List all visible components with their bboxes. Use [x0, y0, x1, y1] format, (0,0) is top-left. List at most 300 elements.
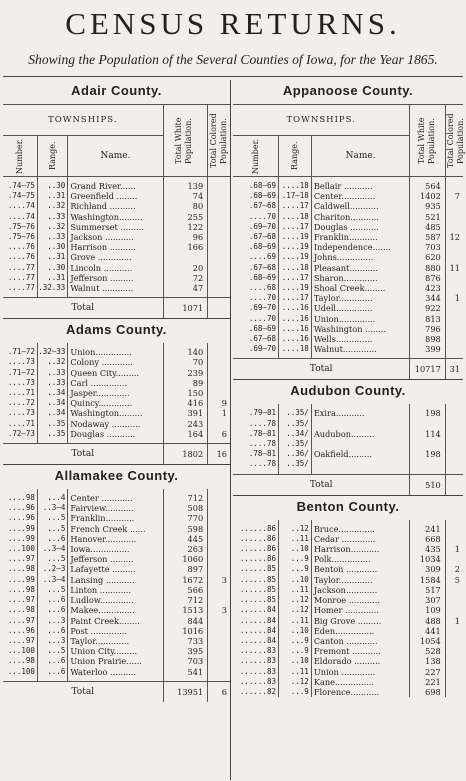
township-name: Washington......... [68, 212, 163, 222]
county-title: Appanoose County. [282, 83, 414, 98]
township-range: ...9 [278, 636, 311, 646]
white-population: 150 [163, 388, 208, 398]
white-population: 922 [410, 303, 445, 313]
white-population: 796 [410, 324, 445, 334]
township-name: Makee.............. [68, 605, 163, 615]
township-name: Benton ............ [311, 564, 410, 574]
township-range: ...5 [37, 554, 67, 564]
colored-population [445, 201, 463, 211]
white-population: 1054 [410, 636, 445, 646]
colored-population: 1 [445, 293, 463, 303]
white-population: 521 [410, 212, 445, 222]
white-population: 140 [163, 347, 208, 357]
white-population: 399 [410, 344, 445, 354]
township-range: ..30 [37, 263, 67, 273]
county-title: Adams County. [66, 322, 167, 338]
township-name: Taylor............. [311, 293, 410, 303]
township-range: ....18 [278, 263, 311, 273]
township-range: ..33 [37, 378, 67, 388]
township-row [233, 534, 463, 544]
colored-population: 1 [208, 408, 230, 418]
township-number: ...100 [7, 666, 35, 676]
township-row [233, 616, 463, 626]
colored-population [208, 378, 230, 388]
total-row [233, 474, 463, 495]
white-population: 227 [410, 667, 445, 677]
township-range: ...6 [37, 534, 67, 544]
township-row [233, 524, 463, 534]
township-number: ....74 [7, 211, 35, 221]
township-row [233, 334, 463, 344]
white-population: 587 [410, 232, 445, 242]
township-name: Lafayette ......... [68, 564, 163, 574]
township-row [3, 493, 230, 503]
audubon-county-section [233, 380, 463, 495]
township-range: ..35/ [278, 459, 311, 469]
township-name: Harrison........... [311, 544, 410, 554]
white-population-label: Total White Population. [416, 117, 436, 164]
township-range: ..12 [278, 524, 311, 534]
white-population: 47 [163, 283, 208, 293]
township-range: ....18 [278, 181, 311, 191]
township-number: .74–75 [7, 191, 35, 201]
township-range: ...6 [37, 595, 67, 605]
white-population: 96 [163, 232, 208, 242]
township-row [233, 314, 463, 324]
county-title: Adair County. [71, 83, 162, 98]
township-name: Fremont ........... [311, 646, 410, 656]
colored-population [208, 626, 230, 636]
white-population: 935 [410, 201, 445, 211]
township-number: ......84 [239, 625, 276, 635]
township-range: ..30 [37, 181, 67, 191]
township-number: .68–69 [248, 191, 276, 201]
page-title: CENSUS RETURNS. [65, 6, 401, 41]
township-range: ..3–4 [37, 575, 67, 585]
township-range: ..2–3 [37, 564, 67, 574]
township-name: Grove ............. [68, 252, 163, 262]
township-number: ....73 [7, 377, 35, 387]
white-population: 733 [163, 636, 208, 646]
white-population: 703 [410, 242, 445, 252]
township-range: ..36/ [278, 449, 311, 459]
colored-population [208, 347, 230, 357]
colored-population [208, 388, 230, 398]
township-number: .69–70 [248, 344, 276, 354]
township-range: .32.33 [37, 283, 67, 293]
colored-population: 11 [445, 263, 463, 273]
township-number: .68–69 [248, 272, 276, 282]
white-population: 416 [163, 398, 208, 408]
township-name: Jackson ........... [68, 232, 163, 242]
colored-population [208, 667, 230, 677]
township-number: ......85 [239, 574, 276, 584]
township-range: ....16 [278, 314, 311, 324]
colored-population [208, 513, 230, 523]
colored-population [445, 419, 463, 429]
white-population: 541 [163, 667, 208, 677]
township-row [233, 646, 463, 656]
township-number: .68–69 [248, 242, 276, 252]
range-header [278, 136, 311, 177]
township-name: Shoal Creek........ [311, 283, 410, 293]
township-row [3, 575, 230, 585]
township-name: Union City......... [68, 646, 163, 656]
township-name: Nodaway ........... [68, 419, 163, 429]
township-number: ....73 [7, 357, 35, 367]
township-number: ......84 [239, 615, 276, 625]
township-row [233, 324, 463, 334]
township-number: ....96 [7, 513, 35, 523]
township-number: .69–70 [248, 221, 276, 231]
township-range: ...9 [278, 646, 311, 656]
colored-population: 6 [208, 429, 230, 439]
township-number: ....99 [7, 523, 35, 533]
right-column [233, 80, 463, 780]
township-table [233, 520, 463, 697]
township-number: .69–70 [248, 303, 276, 313]
township-range: ...5 [37, 513, 67, 523]
white-population: 344 [410, 293, 445, 303]
white-population: 1034 [410, 554, 445, 564]
township-name: Walnut............. [311, 344, 410, 354]
white-population: 1060 [163, 554, 208, 564]
total-white: 13951 [163, 681, 208, 702]
township-range: ....17 [278, 293, 311, 303]
township-row [3, 222, 230, 232]
colored-population [445, 554, 463, 564]
total-colored [445, 474, 463, 495]
township-range: ..10 [278, 575, 311, 585]
colored-population [445, 429, 463, 439]
colored-population [445, 334, 463, 344]
colored-population [445, 212, 463, 222]
township-name: Eldorado .......... [311, 656, 410, 666]
colored-population: 12 [445, 232, 463, 242]
white-population-header [163, 105, 208, 177]
township-name: Jefferson ......... [68, 273, 163, 283]
township-row [3, 408, 230, 418]
white-population: 241 [410, 524, 445, 534]
colored-population [208, 212, 230, 222]
township-number: ......86 [239, 523, 276, 533]
township-range: .17–18 [278, 191, 311, 201]
township-number: .68–69 [248, 181, 276, 190]
township-number: ....97 [7, 554, 35, 564]
colored-population [208, 222, 230, 232]
township-name: Harrison .......... [68, 242, 163, 252]
allamakee-county-section [3, 465, 230, 702]
colored-population [445, 636, 463, 646]
colored-population [208, 534, 230, 544]
township-row [233, 677, 463, 687]
township-number: ....77 [7, 272, 35, 282]
white-population: 698 [410, 687, 445, 697]
colored-population: 3 [208, 575, 230, 585]
township-row [233, 636, 463, 646]
white-population: 813 [410, 314, 445, 324]
county-title: Allamakee County. [54, 468, 179, 484]
township-name: Taylor............. [311, 575, 410, 585]
total-white: 10717 [410, 359, 445, 380]
township-name: Johns.............. [311, 252, 410, 262]
colored-population [445, 667, 463, 677]
township-name: Union.............. [311, 314, 410, 324]
township-name: Douglas ........... [311, 222, 410, 232]
township-number: ....96 [7, 503, 35, 513]
township-range: ..34 [37, 408, 67, 418]
township-table [3, 104, 230, 318]
white-population-header [410, 105, 445, 177]
township-number: ......83 [239, 646, 276, 656]
township-range: ..3–4 [37, 503, 67, 513]
township-row [233, 222, 463, 232]
township-row [3, 388, 230, 398]
township-row [3, 201, 230, 211]
township-row [233, 429, 463, 439]
colored-population [445, 344, 463, 354]
colored-population [445, 283, 463, 293]
colored-population [445, 449, 463, 459]
white-population [410, 419, 445, 429]
adams-county-section [3, 319, 230, 465]
township-range: ..35/ [278, 419, 311, 429]
township-number: ....96 [7, 625, 35, 635]
township-name: Ludlow............. [68, 595, 163, 605]
township-range: ....19 [278, 283, 311, 293]
township-name: Douglas ........... [68, 429, 163, 439]
township-row [233, 419, 463, 429]
township-name: Hanover............ [68, 534, 163, 544]
township-number: ....97 [7, 595, 35, 605]
township-name: Monroe ............ [311, 595, 410, 605]
township-name: Independence....... [311, 242, 410, 252]
range-label: Range. [48, 141, 58, 171]
township-row [233, 554, 463, 564]
township-row [3, 191, 230, 201]
township-range: ..32 [37, 222, 67, 232]
township-number: ......83 [239, 666, 276, 676]
township-name: Exira........... [311, 408, 410, 418]
number-header [3, 136, 37, 177]
white-population: 80 [163, 201, 208, 211]
total-colored: 31 [445, 359, 463, 380]
colored-population [208, 503, 230, 513]
township-range: ....17 [278, 201, 311, 211]
white-population: 138 [410, 656, 445, 666]
township-number: ......86 [239, 533, 276, 543]
township-name: Carl .............. [68, 378, 163, 388]
colored-population [208, 357, 230, 367]
township-number: ......83 [239, 676, 276, 686]
township-name [311, 419, 410, 429]
township-name: Grand River...... [68, 181, 163, 191]
township-row [3, 419, 230, 429]
township-number: .78–81 [248, 449, 276, 459]
township-range: ..35 [37, 429, 67, 439]
township-row [233, 263, 463, 273]
township-range: ...9 [278, 554, 311, 564]
township-name: Center ............ [68, 493, 163, 503]
township-range: ....16 [278, 303, 311, 313]
white-population: 70 [163, 357, 208, 367]
township-row [3, 503, 230, 513]
township-range: ...6 [37, 656, 67, 666]
header-row [233, 105, 463, 136]
white-population: 114 [410, 429, 445, 439]
colored-population [208, 616, 230, 626]
total-label: Total [233, 359, 410, 380]
colored-population [208, 595, 230, 605]
township-number: ....73 [7, 408, 35, 418]
appanoose-county-section [233, 80, 463, 380]
county-title: Benton County. [296, 498, 400, 514]
township-range: ..33 [37, 368, 67, 378]
white-population: 1016 [163, 626, 208, 636]
white-population: 564 [410, 181, 445, 191]
township-row [233, 201, 463, 211]
township-range: ..10 [278, 626, 311, 636]
white-population: 309 [410, 564, 445, 574]
township-range: ...5 [37, 524, 67, 534]
townships-header: TOWNSHIPS. [233, 105, 410, 136]
township-name: Post .............. [68, 626, 163, 636]
township-range: ..11 [278, 667, 311, 677]
township-name: Big Grove ......... [311, 616, 410, 626]
township-row [233, 575, 463, 585]
township-row [233, 212, 463, 222]
township-range: ....19 [278, 242, 311, 252]
white-population: 74 [163, 191, 208, 201]
township-number: ......85 [239, 595, 276, 605]
white-population [163, 252, 208, 262]
white-population: 263 [163, 544, 208, 554]
township-range: ....17 [278, 273, 311, 283]
township-name [311, 459, 410, 469]
township-name: Linton ............ [68, 585, 163, 595]
total-row [3, 444, 230, 465]
township-name: Franklin........... [68, 513, 163, 523]
township-number: .67–68 [248, 262, 276, 272]
township-row [233, 408, 463, 418]
township-row [233, 191, 463, 201]
township-row [3, 656, 230, 666]
township-number: ....70 [248, 293, 276, 303]
township-range: ..10 [278, 656, 311, 666]
township-name: Paint Creek........ [68, 616, 163, 626]
township-number: ......82 [239, 686, 276, 696]
white-population: 1672 [163, 575, 208, 585]
colored-population [445, 408, 463, 418]
township-row [3, 357, 230, 367]
colored-population [445, 439, 463, 449]
township-row [3, 605, 230, 615]
total-white: 510 [410, 474, 445, 495]
colored-population [445, 242, 463, 252]
township-number: ....99 [7, 574, 35, 584]
white-population: 395 [163, 646, 208, 656]
township-range: ..11 [278, 585, 311, 595]
white-population: 72 [163, 273, 208, 283]
colored-population: 1 [445, 544, 463, 554]
total-label: Total [233, 474, 410, 495]
township-name: Summerset ......... [68, 222, 163, 232]
white-population: 221 [410, 677, 445, 687]
township-range: ..31 [37, 252, 67, 262]
township-table [3, 489, 230, 702]
township-range: ..12 [278, 595, 311, 605]
township-range: .32–33 [37, 347, 67, 357]
township-range: ...4 [37, 493, 67, 503]
township-range: ....16 [278, 334, 311, 344]
township-row [3, 616, 230, 626]
township-number: ....72 [7, 398, 35, 408]
township-row [3, 513, 230, 523]
white-population: 391 [163, 408, 208, 418]
township-row [233, 667, 463, 677]
township-range: ..35 [37, 419, 67, 429]
colored-population [445, 303, 463, 313]
colored-population [208, 585, 230, 595]
name-header: Name. [68, 136, 163, 177]
township-number: .79–81 [248, 408, 276, 418]
township-number: .68–69 [248, 323, 276, 333]
colored-population: 2 [445, 564, 463, 574]
white-population: 445 [163, 534, 208, 544]
township-name: Chariton........... [311, 212, 410, 222]
colored-population [208, 419, 230, 429]
township-number: .71–72 [7, 367, 35, 377]
white-population: 876 [410, 273, 445, 283]
township-row [3, 554, 230, 564]
township-range: ...3 [37, 636, 67, 646]
white-population: 89 [163, 378, 208, 388]
white-population: 435 [410, 544, 445, 554]
township-row [3, 595, 230, 605]
white-population: 255 [163, 212, 208, 222]
township-number: ......84 [239, 605, 276, 615]
township-number: .75–76 [7, 232, 35, 242]
township-number: ......84 [239, 635, 276, 645]
colored-population [208, 263, 230, 273]
adair-county-section [3, 80, 230, 319]
colored-population [445, 626, 463, 636]
township-name: Iowa............... [68, 544, 163, 554]
white-population: 712 [163, 493, 208, 503]
white-population: 770 [163, 513, 208, 523]
township-number: ......86 [239, 544, 276, 554]
township-row [233, 252, 463, 262]
township-name: Washington......... [68, 408, 163, 418]
township-name: Wells.............. [311, 334, 410, 344]
township-range: ..33 [37, 232, 67, 242]
colored-population [208, 232, 230, 242]
township-table [233, 404, 463, 494]
white-population: 1513 [163, 605, 208, 615]
total-white: 1071 [163, 298, 208, 319]
township-number: ....78 [248, 439, 276, 449]
township-row [233, 564, 463, 574]
colored-population [445, 273, 463, 283]
township-range: ..10 [278, 544, 311, 554]
white-population: 517 [410, 585, 445, 595]
township-row [233, 585, 463, 595]
township-name: Homer ............. [311, 605, 410, 615]
township-name: French Creek ...... [68, 524, 163, 534]
township-name: Caldwell........... [311, 201, 410, 211]
colored-population [208, 283, 230, 293]
township-range: ...6 [37, 605, 67, 615]
